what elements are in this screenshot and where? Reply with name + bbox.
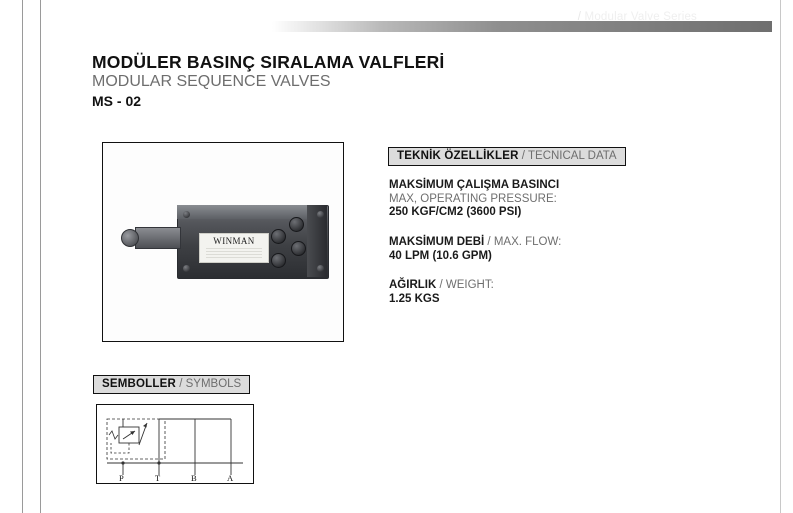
valve-port [271, 229, 286, 244]
valve-brand-label [199, 233, 269, 263]
left-outer-rule [22, 0, 23, 513]
valve-label-print-lines [206, 248, 262, 259]
valve-illustration [121, 205, 327, 277]
tech-data-heading-tr: TEKNİK ÖZELLİKLER [397, 150, 519, 162]
spec-max-operating-pressure [389, 179, 559, 220]
header-title-en: Modular Valve Series [584, 11, 697, 23]
valve-adjust-knob [121, 229, 139, 247]
spec-label-en: MAX. FLOW: [493, 236, 562, 248]
symbols-heading-tr: SEMBOLLER [102, 378, 176, 390]
page-title-en: MODULAR SEQUENCE VALVES [92, 73, 331, 90]
spec-max-flow [389, 236, 561, 263]
product-photo-frame [102, 142, 344, 342]
tech-data-heading-separator: / [521, 150, 525, 162]
tech-data-heading [388, 147, 626, 166]
spec-weight [389, 279, 494, 306]
page-title-tr: MODÜLER BASINÇ SIRALAMA VALFLERİ [92, 52, 445, 72]
spec-label-en: MAX, OPERATING PRESSURE: [389, 192, 557, 205]
hydraulic-symbol-diagram [97, 405, 253, 483]
symbol-port-label-p: P [119, 473, 124, 483]
valve-port [271, 253, 286, 268]
spec-label-separator: / [487, 236, 491, 248]
spec-value: 250 KGF/CM2 (3600 PSI) [389, 206, 522, 218]
header-title-separator: / [577, 11, 582, 23]
header-series-title [467, 11, 697, 23]
spec-label-tr: MAKSİMUM ÇALIŞMA BASINCI [389, 179, 560, 191]
valve-brand-text: WINMAN [213, 236, 255, 246]
symbol-port-label-t: T [155, 473, 161, 483]
hydraulic-symbol-frame [96, 404, 254, 484]
valve-screw [183, 265, 190, 272]
valve-screw [317, 265, 324, 272]
left-inner-rule [40, 0, 41, 513]
valve-port [289, 217, 304, 232]
spec-value: 40 LPM (10.6 GPM) [389, 249, 492, 262]
model-code: MS - 02 [92, 93, 142, 109]
spec-label-tr: MAKSİMUM DEBİ [389, 236, 485, 248]
spec-label-separator: / [439, 279, 443, 291]
spec-value: 1.25 KGS [389, 292, 440, 305]
symbol-port-label-a: A [227, 473, 234, 483]
symbol-port-label-b: B [191, 473, 197, 483]
valve-port [291, 241, 306, 256]
spec-label-en: WEIGHT: [445, 279, 494, 291]
valve-adjust-stem [135, 227, 181, 249]
symbols-heading [93, 375, 250, 394]
valve-top-face [177, 205, 327, 219]
spec-label-tr: AĞIRLIK [389, 279, 437, 291]
symbols-heading-separator: / [179, 378, 183, 390]
right-rule [780, 0, 781, 513]
tech-data-heading-en: TECNICAL DATA [528, 150, 617, 162]
header-title-tr: Modüler Valf Serileri [467, 11, 575, 23]
symbols-heading-en: SYMBOLS [185, 378, 242, 390]
valve-screw [183, 211, 190, 218]
valve-screw [317, 211, 324, 218]
